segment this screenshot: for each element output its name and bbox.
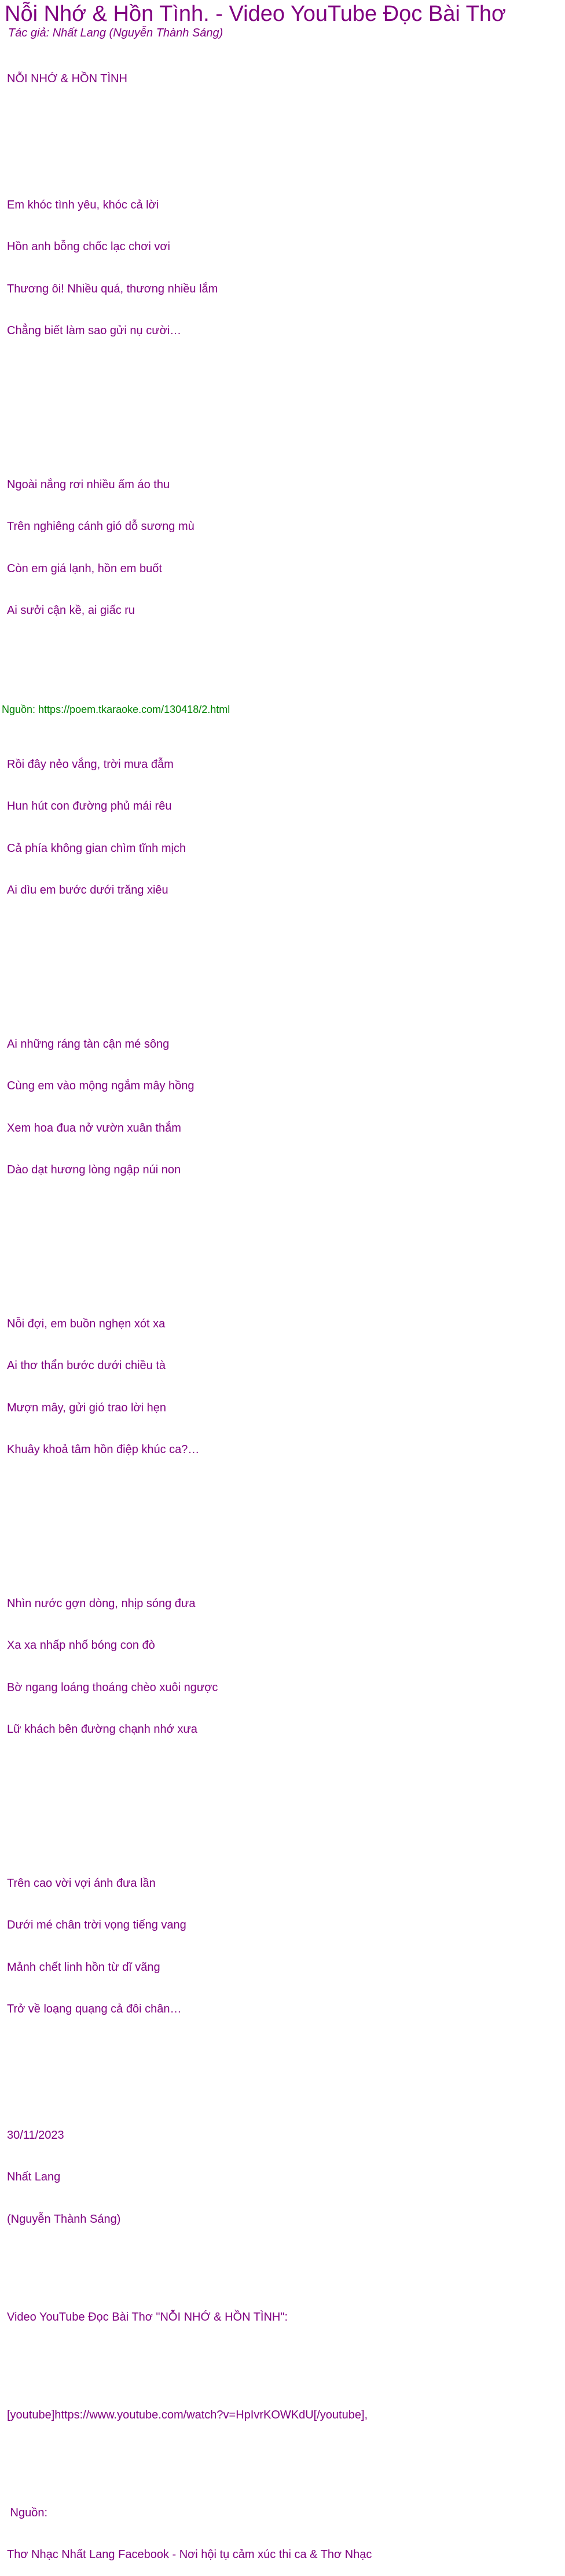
blank-line — [7, 1513, 372, 1527]
stanza — [7, 170, 372, 365]
stanza — [7, 1009, 372, 1205]
poem-line: Ai sưởi cận kề, ai giấc ru — [7, 604, 135, 617]
poem-line: Mảnh chết linh hồn từ dĩ vãng — [7, 1960, 160, 1974]
blank-line — [7, 953, 372, 967]
blank-line — [7, 1233, 372, 1247]
blank-line — [7, 1792, 372, 1806]
poem-line: Bờ ngang loáng thoáng chèo xuôi ngược — [7, 1681, 218, 1694]
blank-line — [7, 2352, 372, 2366]
poem-line: Lữ khách bên đường chạnh nhớ xưa — [7, 1723, 197, 1736]
poem-line: Ai những ráng tàn cận mé sông — [7, 1037, 170, 1051]
signature-full-name: (Nguyễn Thành Sáng) — [7, 2212, 121, 2226]
author-line: Tác giả: Nhất Lang (Nguyễn Thành Sáng) — [8, 27, 223, 39]
blank-line — [7, 2254, 372, 2268]
blank-line — [7, 2072, 372, 2086]
stanza — [7, 1849, 372, 2044]
source-credit: Thơ Nhạc Nhất Lang Facebook - Nơi hội tụ cảm xúc thi ca & Thơ Nhạc — [7, 2548, 372, 2562]
poem-line: Cả phía không gian chìm tĩnh mịch — [7, 841, 186, 855]
poem-line: Dào dạt hương lòng ngập núi non — [7, 1163, 181, 1177]
page-title: Nỗi Nhớ & Hồn Tình. - Video YouTube Đọc Bài Thơ — [5, 2, 506, 26]
poem-line: Hun hút con đường phủ mái rêu — [7, 800, 172, 813]
poem-line: Rồi đây nẻo vắng, trời mưa đẫm — [7, 758, 174, 771]
poem-line: Ai dìu em bước dưới trăng xiêu — [7, 884, 168, 897]
poem-line: Em khóc tình yêu, khóc cả lời — [7, 198, 159, 211]
blank-line — [7, 2450, 372, 2464]
poem-line: Ngoài nắng rơi nhiều ấm áo thu — [7, 478, 170, 491]
youtube-embed-code: [youtube]https://www.youtube.com/watch?v=HpIvrKOWKdU[/youtube], — [7, 2408, 368, 2421]
poem-heading: NỖI NHỚ & HỒN TÌNH — [7, 72, 127, 86]
poem-line: Khuây khoả tâm hồn điệp khúc ca?… — [7, 1443, 200, 1457]
stanza — [7, 449, 372, 645]
video-caption: Video YouTube Đọc Bài Thơ "NỖI NHỚ & HỒN TÌNH": — [7, 2310, 288, 2323]
poem-line: Còn em giá lạnh, hồn em buốt — [7, 562, 162, 575]
poem-line: Xem hoa đua nở vườn xuân thắm — [7, 1121, 181, 1135]
stanza — [7, 1569, 372, 1765]
poem-line: Ai thơ thẩn bước dưới chiều tà — [7, 1359, 166, 1373]
source-label: Nguồn: — [7, 2506, 48, 2519]
poem-line: Cùng em vào mộng ngắm mây hồng — [7, 1080, 195, 1093]
blank-line — [7, 394, 372, 408]
stanza — [7, 729, 372, 925]
poem-line: Trên nghiêng cánh gió dỗ sương mù — [7, 520, 195, 533]
blank-line — [7, 674, 372, 687]
poem-body — [7, 44, 372, 2576]
poem-line: Thương ôi! Nhiều quá, thương nhiều lắm — [7, 282, 218, 295]
page-source-footer: Nguồn: https://poem.tkaraoke.com/130418/2.html — [2, 704, 230, 715]
poem-line: Nỗi đợi, em buồn nghẹn xót xa — [7, 1317, 166, 1330]
stanza — [7, 1289, 372, 1485]
blank-line — [7, 114, 372, 128]
poem-line: Hồn anh bỗng chốc lạc chơi vơi — [7, 240, 170, 254]
poem-line: Trên cao vời vợi ánh đưa lần — [7, 1876, 156, 1890]
poem-line: Chẳng biết làm sao gửi nụ cười… — [7, 324, 182, 338]
poem-line: Trở về loạng quạng cả đôi chân… — [7, 2003, 182, 2016]
signature-name: Nhất Lang — [7, 2171, 61, 2184]
poem-line: Mượn mây, gửi gió trao lời hẹn — [7, 1401, 166, 1414]
poem-line: Nhìn nước gợn dòng, nhịp sóng đưa — [7, 1597, 196, 1610]
poem-line: Xa xa nhấp nhố bóng con đò — [7, 1639, 155, 1652]
poem-date: 30/11/2023 — [7, 2128, 64, 2142]
poem-line: Dưới mé chân trời vọng tiếng vang — [7, 1919, 186, 1932]
